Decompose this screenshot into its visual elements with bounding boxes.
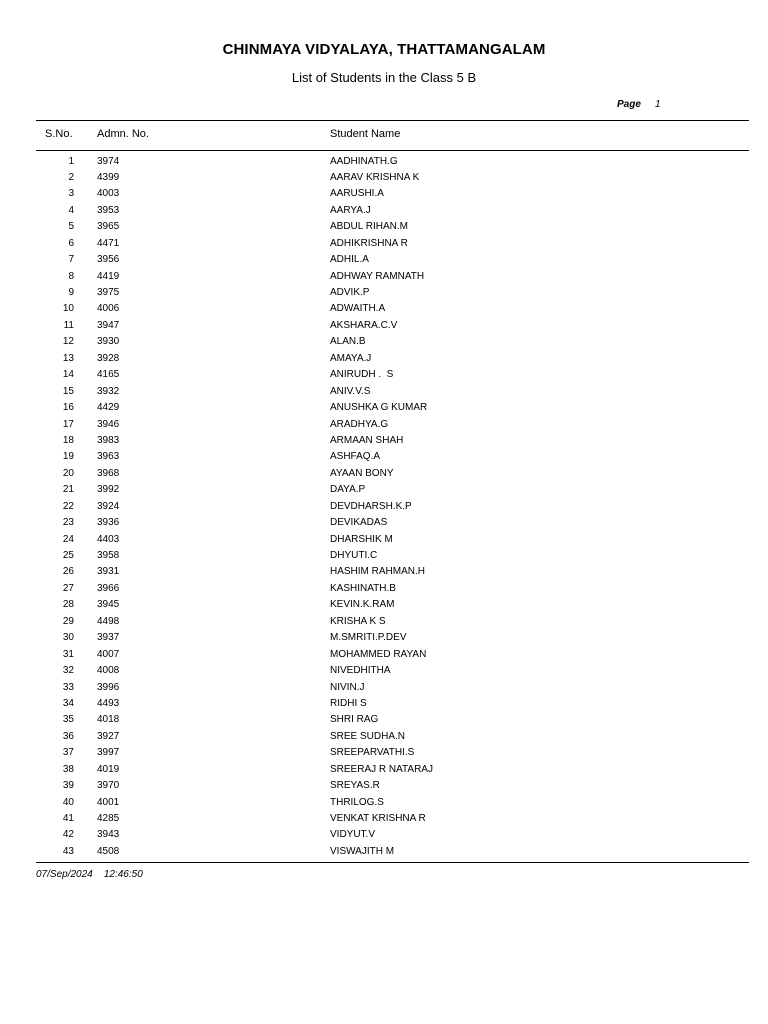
admission-number-cell: 4498 <box>97 615 120 627</box>
table-row <box>0 811 768 827</box>
header-top-rule <box>36 120 749 121</box>
admission-number-cell: 4285 <box>97 813 120 824</box>
table-row <box>0 647 768 663</box>
student-name-cell: AADHINATH.G <box>330 155 398 167</box>
table-row <box>0 384 768 400</box>
serial-number-cell: 17 <box>62 418 74 430</box>
table-row <box>0 499 768 515</box>
column-header-student-name: Student Name <box>330 128 401 140</box>
student-name-cell: VISWAJITH M <box>330 845 395 857</box>
student-name-cell: ADWAITH.A <box>330 303 386 315</box>
student-name-cell: SHRI RAG <box>330 714 379 726</box>
serial-number-cell: 30 <box>62 632 74 644</box>
student-name-cell: ADVIK.P <box>330 287 370 298</box>
student-name-cell: VENKAT KRISHNA R <box>330 813 426 824</box>
student-name-cell: NIVEDHITHA <box>330 665 391 677</box>
serial-number-cell: 35 <box>62 714 74 726</box>
table-row <box>0 285 768 301</box>
student-name-cell: DHARSHIK M <box>330 533 393 545</box>
serial-number-cell: 10 <box>62 303 74 315</box>
table-row <box>0 351 768 367</box>
serial-number-cell: 24 <box>62 533 74 545</box>
admission-number-cell: 4008 <box>97 665 120 677</box>
serial-number-cell: 36 <box>62 730 74 742</box>
student-name-cell: ASHFAQ.A <box>330 451 381 463</box>
serial-number-cell: 21 <box>62 484 74 496</box>
admission-number-cell: 4003 <box>97 188 120 200</box>
serial-number-cell: 16 <box>62 402 74 414</box>
serial-number-cell: 28 <box>62 599 74 611</box>
serial-number-cell: 11 <box>63 319 74 331</box>
admission-number-cell: 3968 <box>97 467 120 479</box>
serial-number-cell: 43 <box>62 845 74 857</box>
serial-number-cell: 1 <box>68 155 74 167</box>
student-name-cell: AYAAN BONY <box>330 467 394 479</box>
table-row <box>0 252 768 268</box>
admission-number-cell: 3936 <box>97 517 120 529</box>
table-row <box>0 597 768 613</box>
serial-number-cell: 39 <box>62 780 74 792</box>
serial-number-cell: 37 <box>62 747 74 759</box>
table-row <box>0 564 768 580</box>
table-row <box>0 318 768 334</box>
admission-number-cell: 3965 <box>97 221 120 233</box>
serial-number-cell: 42 <box>62 829 74 841</box>
student-name-cell: MOHAMMED RAYAN <box>330 648 427 660</box>
table-row <box>0 170 768 186</box>
page-number: 1 <box>655 99 661 110</box>
student-name-cell: AKSHARA.C.V <box>330 319 398 331</box>
table-row <box>0 712 768 728</box>
student-name-cell: SREYAS.R <box>330 780 380 792</box>
admission-number-cell: 4006 <box>97 303 120 315</box>
serial-number-cell: 20 <box>62 467 74 479</box>
serial-number-cell: 18 <box>62 434 74 446</box>
student-name-cell: DEVDHARSH.K.P <box>330 500 412 512</box>
student-name-cell: AARUSHI.A <box>330 188 384 200</box>
table-row <box>0 417 768 433</box>
column-header-sno: S.No. <box>45 128 73 140</box>
admission-number-cell: 3927 <box>97 730 120 742</box>
student-name-cell: ARADHYA.G <box>330 418 389 430</box>
admission-number-cell: 3970 <box>97 780 120 792</box>
admission-number-cell: 4419 <box>97 270 120 282</box>
serial-number-cell: 13 <box>62 352 74 364</box>
student-name-cell: M.SMRITI.P.DEV <box>330 632 407 644</box>
serial-number-cell: 12 <box>62 336 74 348</box>
serial-number-cell: 34 <box>62 697 74 709</box>
student-name-cell: RIDHI S <box>330 697 367 709</box>
serial-number-cell: 4 <box>68 204 74 216</box>
table-row <box>0 696 768 712</box>
student-name-cell: VIDYUT.V <box>330 829 376 841</box>
admission-number-cell: 4018 <box>97 714 120 726</box>
table-row <box>0 269 768 285</box>
table-row <box>0 400 768 416</box>
table-row <box>0 482 768 498</box>
table-row <box>0 186 768 202</box>
report-subtitle: List of Students in the Class 5 B <box>291 70 477 85</box>
serial-number-cell: 3 <box>68 188 74 200</box>
admission-number-cell: 4493 <box>97 697 120 709</box>
table-row <box>0 581 768 597</box>
student-name-cell: DEVIKADAS <box>330 517 388 529</box>
admission-number-cell: 4399 <box>97 171 120 183</box>
student-name-cell: ADHIKRISHNA R <box>330 237 408 249</box>
table-row <box>0 449 768 465</box>
admission-number-cell: 4508 <box>97 845 120 857</box>
student-name-cell: ALAN.B <box>330 336 366 348</box>
admission-number-cell: 3937 <box>97 632 120 644</box>
student-name-cell: SREE SUDHA.N <box>330 730 406 742</box>
student-name-cell: NIVIN.J <box>330 681 365 693</box>
table-row <box>0 844 768 860</box>
serial-number-cell: 33 <box>62 681 74 693</box>
serial-number-cell: 15 <box>62 385 74 397</box>
serial-number-cell: 29 <box>62 615 74 627</box>
serial-number-cell: 31 <box>62 648 74 660</box>
table-row <box>0 301 768 317</box>
admission-number-cell: 3996 <box>97 681 120 693</box>
serial-number-cell: 32 <box>62 665 74 677</box>
student-name-cell: ANUSHKA G KUMAR <box>330 402 428 414</box>
print-timestamp: 07/Sep/2024 12:46:50 <box>36 869 143 880</box>
student-name-cell: KASHINATH.B <box>330 582 396 594</box>
table-row <box>0 795 768 811</box>
table-row <box>0 203 768 219</box>
admission-number-cell: 4471 <box>97 237 120 249</box>
table-row <box>0 367 768 383</box>
admission-number-cell: 3975 <box>97 287 120 298</box>
table-row <box>0 630 768 646</box>
student-name-cell: AARAV KRISHNA K <box>330 171 420 183</box>
table-row <box>0 548 768 564</box>
admission-number-cell: 3956 <box>97 254 120 266</box>
admission-number-cell: 3997 <box>97 747 120 759</box>
table-row <box>0 236 768 252</box>
student-name-cell: ARMAAN SHAH <box>330 434 404 446</box>
serial-number-cell: 25 <box>62 550 74 561</box>
table-row <box>0 466 768 482</box>
serial-number-cell: 6 <box>68 237 74 249</box>
student-name-cell: SREERAJ R NATARAJ <box>330 763 433 775</box>
admission-number-cell: 3946 <box>97 418 120 430</box>
table-row <box>0 614 768 630</box>
table-row <box>0 515 768 531</box>
page-label: Page <box>617 99 641 110</box>
column-header-admission-no: Admn. No. <box>97 128 149 140</box>
serial-number-cell: 22 <box>62 500 74 512</box>
student-name-cell: THRILOG.S <box>330 796 384 808</box>
admission-number-cell: 3947 <box>97 319 120 331</box>
student-table-body <box>0 154 768 861</box>
student-name-cell: ANIRUDH . S <box>330 369 394 381</box>
admission-number-cell: 3963 <box>97 451 120 463</box>
admission-number-cell: 4007 <box>97 648 120 660</box>
student-name-cell: KEVIN.K.RAM <box>330 599 395 611</box>
serial-number-cell: 2 <box>68 171 74 183</box>
admission-number-cell: 3953 <box>97 204 120 216</box>
serial-number-cell: 9 <box>68 287 74 298</box>
admission-number-cell: 3983 <box>97 434 120 446</box>
admission-number-cell: 3924 <box>97 500 120 512</box>
table-row <box>0 680 768 696</box>
admission-number-cell: 3930 <box>97 336 120 348</box>
serial-number-cell: 40 <box>62 796 74 808</box>
admission-number-cell: 4001 <box>97 796 120 808</box>
serial-number-cell: 41 <box>62 813 74 824</box>
table-row <box>0 154 768 170</box>
serial-number-cell: 5 <box>68 221 74 233</box>
table-row <box>0 334 768 350</box>
serial-number-cell: 7 <box>68 254 74 266</box>
admission-number-cell: 3928 <box>97 352 120 364</box>
student-name-cell: ADHIL.A <box>330 254 369 266</box>
student-name-cell: ABDUL RIHAN.M <box>330 221 408 233</box>
table-row <box>0 762 768 778</box>
table-row <box>0 745 768 761</box>
student-name-cell: HASHIM RAHMAN.H <box>330 566 426 578</box>
table-bottom-rule <box>36 862 749 863</box>
admission-number-cell: 3966 <box>97 582 120 594</box>
table-row <box>0 433 768 449</box>
table-row <box>0 729 768 745</box>
serial-number-cell: 19 <box>62 451 74 463</box>
admission-number-cell: 3958 <box>97 550 120 561</box>
serial-number-cell: 26 <box>62 566 74 578</box>
table-row <box>0 827 768 843</box>
serial-number-cell: 23 <box>62 517 74 529</box>
admission-number-cell: 4165 <box>97 369 120 381</box>
admission-number-cell: 4429 <box>97 402 120 414</box>
student-name-cell: ANIV.V.S <box>330 385 371 397</box>
header-bottom-rule <box>36 150 749 151</box>
student-name-cell: AARYA.J <box>330 204 371 216</box>
student-name-cell: DAYA.P <box>330 484 366 496</box>
serial-number-cell: 14 <box>62 369 74 381</box>
student-name-cell: ADHWAY RAMNATH <box>330 270 425 282</box>
admission-number-cell: 4403 <box>97 533 120 545</box>
student-name-cell: SREEPARVATHI.S <box>330 747 415 759</box>
admission-number-cell: 3992 <box>97 484 120 496</box>
table-row <box>0 778 768 794</box>
table-row <box>0 219 768 235</box>
admission-number-cell: 3945 <box>97 599 120 611</box>
school-name: CHINMAYA VIDYALAYA, THATTAMANGALAM <box>222 41 546 58</box>
student-name-cell: AMAYA.J <box>330 352 372 364</box>
serial-number-cell: 38 <box>62 763 74 775</box>
serial-number-cell: 8 <box>68 270 74 282</box>
admission-number-cell: 4019 <box>97 763 120 775</box>
serial-number-cell: 27 <box>62 582 74 594</box>
admission-number-cell: 3974 <box>97 155 120 167</box>
admission-number-cell: 3931 <box>97 566 120 578</box>
admission-number-cell: 3932 <box>97 385 120 397</box>
admission-number-cell: 3943 <box>97 829 120 841</box>
table-row <box>0 663 768 679</box>
student-name-cell: KRISHA K S <box>330 615 386 627</box>
table-row <box>0 532 768 548</box>
student-name-cell: DHYUTI.C <box>330 550 378 561</box>
